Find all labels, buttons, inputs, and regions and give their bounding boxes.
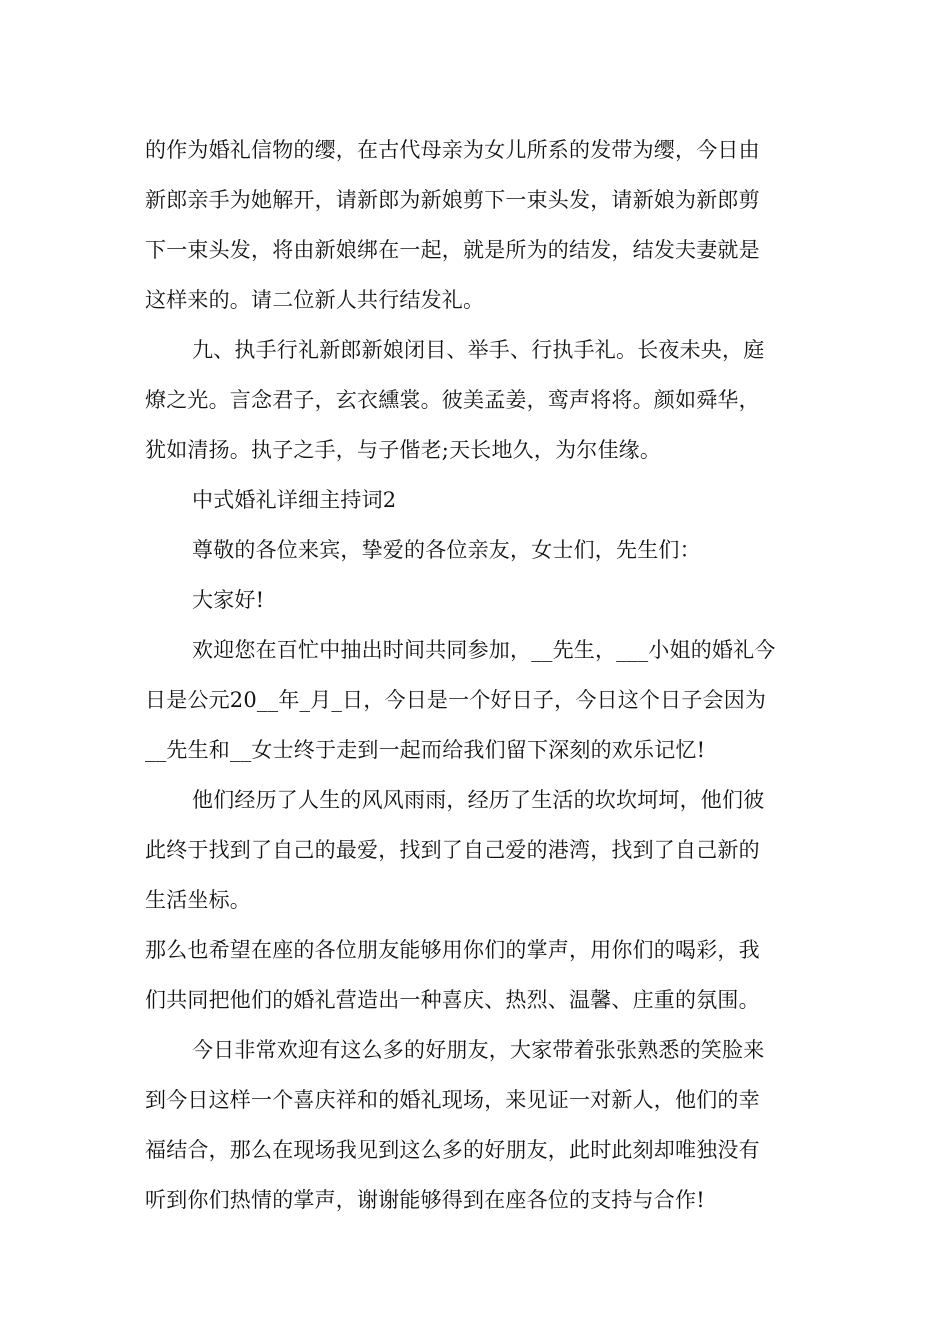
text-line: 们共同把他们的婚礼营造出一种喜庆、热烈、温馨、庄重的氛围。 [145,988,760,1012]
text-line: 下一束头发，将由新娘绑在一起，就是所为的结发，结发夫妻就是 [145,238,760,262]
text-line: 到今日这样一个喜庆祥和的婚礼现场，来见证一对新人，他们的幸 [145,1088,760,1112]
text-line: 燎之光。言念君子，玄衣纁裳。彼美孟姜，鸾声将将。颜如舜华， [145,388,760,412]
text-line: 福结合，那么在现场我见到这么多的好朋友，此时此刻却唯独没有 [145,1138,760,1162]
text-line: 此终于找到了自己的最爱，找到了自己爱的港湾，找到了自己新的 [145,838,760,862]
greeting-line: 大家好! [192,588,265,612]
text-line: 今日非常欢迎有这么多的好朋友，大家带着张张熟悉的笑脸来 [192,1038,765,1062]
text-line: 九、执手行礼新郎新娘闭目、举手、行执手礼。长夜未央，庭 [192,338,765,362]
text-line: 日是公元20__年_月_日，今日是一个好日子，今日这个日子会因为 [145,688,767,712]
text-line: __先生和__女士终于走到一起而给我们留下深刻的欢乐记忆! [145,738,706,762]
text-line: 这样来的。请二位新人共行结发礼。 [145,288,485,312]
text-line: 犹如清扬。执子之手，与子偕老;天长地久，为尔佳缘。 [145,438,662,462]
text-line: 欢迎您在百忙中抽出时间共同参加，__先生，___小姐的婚礼今 [192,638,776,662]
section-heading: 中式婚礼详细主持词2 [192,488,397,512]
greeting-line: 尊敬的各位来宾，挚爱的各位亲友，女士们，先生们： [192,538,701,562]
text-line: 听到你们热情的掌声，谢谢能够得到在座各位的支持与合作! [145,1188,705,1212]
text-line: 那么也希望在座的各位朋友能够用你们的掌声，用你们的喝彩，我 [145,938,760,962]
text-line: 生活坐标。 [145,888,251,912]
text-line: 的作为婚礼信物的缨，在古代母亲为女儿所系的发带为缨，今日由 [145,138,760,162]
text-line: 他们经历了人生的风风雨雨，经历了生活的坎坎坷坷，他们彼 [192,788,765,812]
text-line: 新郎亲手为她解开，请新郎为新娘剪下一束头发，请新娘为新郎剪 [145,188,760,212]
